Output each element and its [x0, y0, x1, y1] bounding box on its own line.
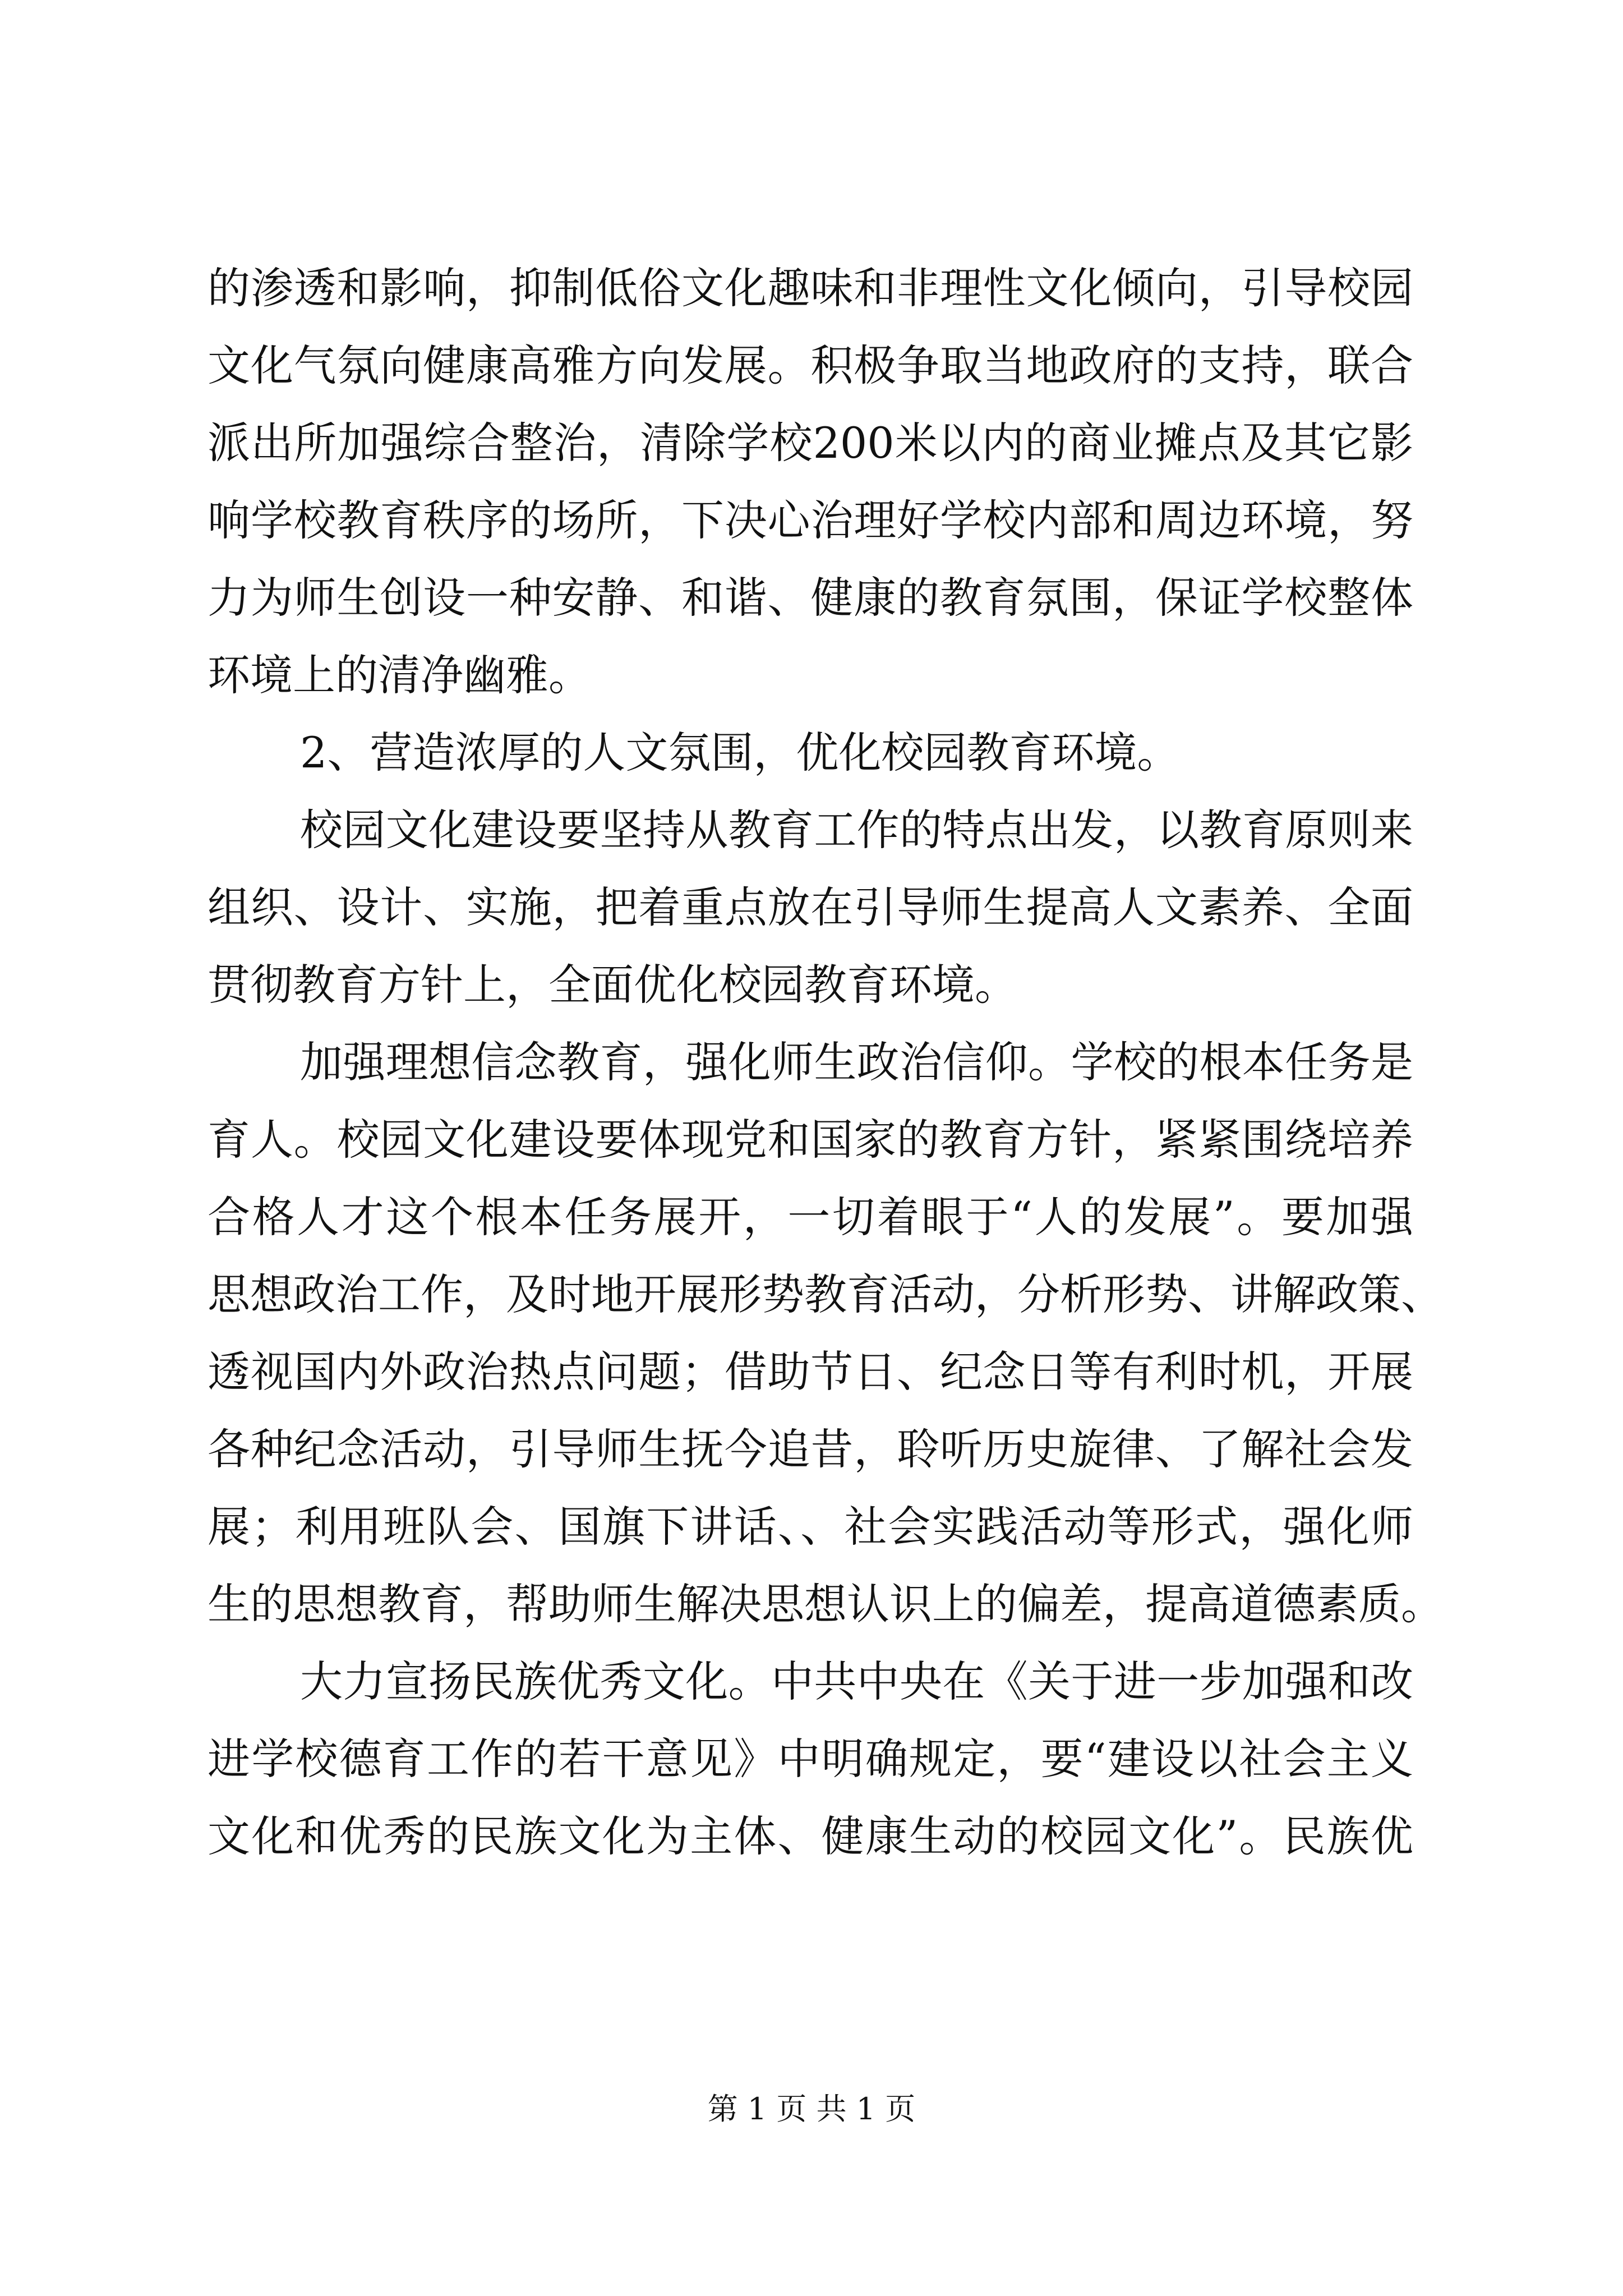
- page-footer: 第 1 页 共 1 页: [707, 2091, 916, 2127]
- text-line: 展；利用班队会、国旗下讲话、、社会实践活动等形式，强化师: [208, 1502, 1413, 1552]
- text-line: 文化和优秀的民族文化为主体、健康生动的校园文化”。民族优: [208, 1811, 1413, 1861]
- text-line: 组织、设计、实施，把着重点放在引导师生提高人文素养、全面: [208, 882, 1413, 932]
- text-line: 文化气氛向健康高雅方向发展。积极争取当地政府的支持，联合: [208, 341, 1413, 390]
- text-line: 合格人才这个根本任务展开，一切着眼于“人的发展”。要加强: [208, 1192, 1413, 1242]
- text-line: 贯彻教育方针上，全面优化校园教育环境。: [208, 960, 1017, 1010]
- text-line: 育人。校园文化建设要体现党和国家的教育方针，紧紧围绕培养: [208, 1115, 1413, 1165]
- text-line: 思想政治工作，及时地开展形势教育活动，分析形势、讲解政策、: [208, 1269, 1444, 1319]
- text-line: 各种纪念活动，引导师生抚今追昔，聆听历史旋律、了解社会发: [208, 1424, 1413, 1474]
- section-heading: 2、营造浓厚的人文氛围，优化校园教育环境。: [300, 728, 1180, 777]
- text-line: 的渗透和影响，抑制低俗文化趣味和非理性文化倾向，引导校园: [208, 263, 1413, 313]
- text-line: 校园文化建设要坚持从教育工作的特点出发，以教育原则来: [300, 805, 1413, 855]
- text-line: 生的思想教育，帮助师生解决思想认识上的偏差，提高道德素质。: [208, 1579, 1444, 1629]
- text-line: 进学校德育工作的若干意见》中明确规定，要“建设以社会主义: [208, 1734, 1413, 1784]
- text-line: 透视国内外政治热点问题；借助节日、纪念日等有利时机，开展: [208, 1347, 1413, 1397]
- text-line: 环境上的清净幽雅。: [208, 650, 591, 700]
- body-text: [208, 250, 1444, 1875]
- text-line: 加强理想信念教育，强化师生政治信仰。学校的根本任务是: [300, 1037, 1413, 1087]
- text-line: 派出所加强综合整治，清除学校200米以内的商业摊点及其它影: [208, 418, 1413, 468]
- text-line: 力为师生创设一种安静、和谐、健康的教育氛围，保证学校整体: [208, 573, 1413, 623]
- text-line: 响学校教育秩序的场所，下决心治理好学校内部和周边环境，努: [208, 495, 1413, 545]
- text-line: 大力宣扬民族优秀文化。中共中央在《关于进一步加强和改: [300, 1657, 1413, 1706]
